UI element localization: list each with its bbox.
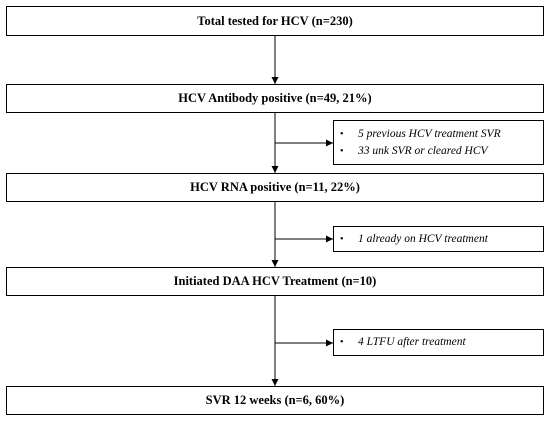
step-rna-positive-label: HCV RNA positive (n=11, 22%): [190, 180, 360, 194]
step-svr-12-weeks-label: SVR 12 weeks (n=6, 60%): [205, 393, 345, 407]
side-note-text: 4 LTFU after treatment: [358, 336, 466, 348]
step-total-tested: [6, 6, 544, 36]
bullet-icon: •: [340, 337, 344, 348]
step-initiated-treatment: [6, 267, 544, 296]
side-note-ltfu: [333, 329, 544, 356]
step-initiated-treatment-label: Initiated DAA HCV Treatment (n=10): [173, 274, 377, 288]
step-rna-positive: [6, 173, 544, 202]
side-note-text: 33 unk SVR or cleared HCV: [358, 144, 488, 157]
side-note-item: [340, 126, 543, 143]
bullet-icon: •: [340, 128, 344, 140]
side-note-item: [340, 143, 543, 160]
side-note-item: [340, 334, 543, 351]
step-antibody-positive: [6, 84, 544, 113]
bullet-icon: •: [340, 233, 344, 245]
step-antibody-positive-label: HCV Antibody positive (n=49, 21%): [178, 91, 372, 105]
side-note-excluded-antibody: [333, 120, 544, 165]
step-total-tested-label: Total tested for HCV (n=230): [197, 13, 353, 28]
side-note-text: 1 already on HCV treatment: [358, 232, 488, 245]
side-note-item: [340, 231, 543, 248]
step-svr-12-weeks: [6, 386, 544, 415]
side-note-already-treated: [333, 226, 544, 252]
side-note-text: 5 previous HCV treatment SVR: [358, 127, 501, 140]
bullet-icon: •: [340, 145, 344, 157]
